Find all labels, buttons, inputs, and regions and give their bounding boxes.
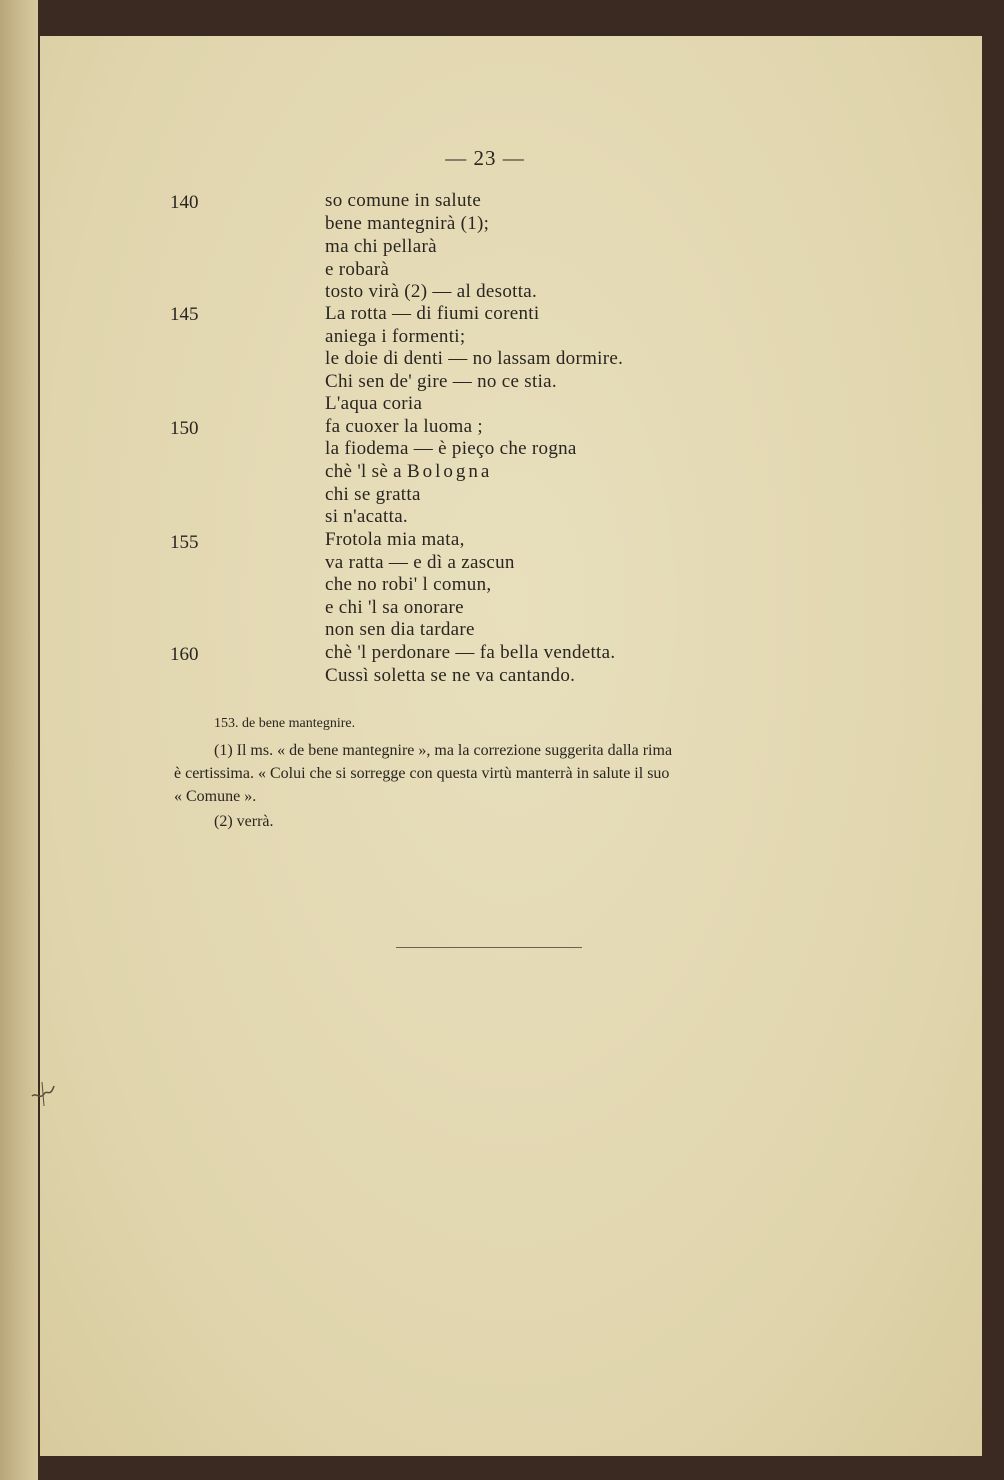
verse-line: bene mantegnirà (1);	[325, 213, 490, 234]
line-number-155: 155	[170, 532, 199, 553]
verse-line: so comune in salute	[325, 190, 482, 211]
verse-line: tosto virà (2) — al desotta.	[325, 281, 538, 302]
verse-line: ma chi pellarà	[325, 236, 437, 257]
verse-line-text: chè 'l sè a	[325, 461, 407, 482]
verse-line: L'aqua coria	[325, 393, 423, 414]
verse-line: chi se gratta	[325, 484, 421, 505]
variant-reading: 153. de bene mantegnire.	[214, 716, 356, 731]
verse-line: e robarà	[325, 259, 390, 280]
verse-line	[325, 461, 492, 483]
line-number-150: 150	[170, 418, 199, 439]
verse-line: si n'acatta.	[325, 506, 408, 527]
end-rule	[396, 947, 582, 948]
footnote-1-line-2: è certissima. « Colui che si sorregge con questa virtù manterrà in salute il suo	[174, 765, 670, 782]
verse-line: che no robi' l comun,	[325, 574, 492, 595]
verse-line: la fiodema — è pieço che rogna	[325, 438, 577, 459]
verse-line: Chi sen de' gire — no ce stia.	[325, 371, 557, 392]
verse-line: fa cuoxer la luoma ;	[325, 416, 483, 437]
verse-line: Frotola mia mata,	[325, 529, 465, 550]
verse-line: Cussì soletta se ne va cantando.	[325, 665, 576, 686]
verse-line: e chi 'l sa onorare	[325, 597, 464, 618]
verse-line: le doie di denti — no lassam dormire.	[325, 348, 624, 369]
page-number: — 23 —	[445, 146, 525, 170]
verse-line: non sen dia tardare	[325, 619, 475, 640]
line-number-160: 160	[170, 644, 199, 665]
footnote-2: (2) verrà.	[214, 813, 274, 830]
verse-line: va ratta — e dì a zascun	[325, 552, 515, 573]
spaced-word: Bologna	[406, 461, 493, 482]
binding-edge	[0, 0, 38, 1480]
verse-line: chè 'l perdonare — fa bella vendetta.	[325, 642, 616, 663]
verse-line: aniega i formenti;	[325, 326, 466, 347]
line-number-140: 140	[170, 192, 199, 213]
line-number-145: 145	[170, 304, 199, 325]
footnote-1-line-3: « Comune ».	[174, 788, 257, 805]
footnote-1-line-1: (1) Il ms. « de bene mantegnire », ma la correzione suggerita dalla rima	[214, 742, 673, 759]
verse-line: La rotta — di fiumi corenti	[325, 303, 540, 324]
ink-mark-icon	[30, 1078, 58, 1108]
